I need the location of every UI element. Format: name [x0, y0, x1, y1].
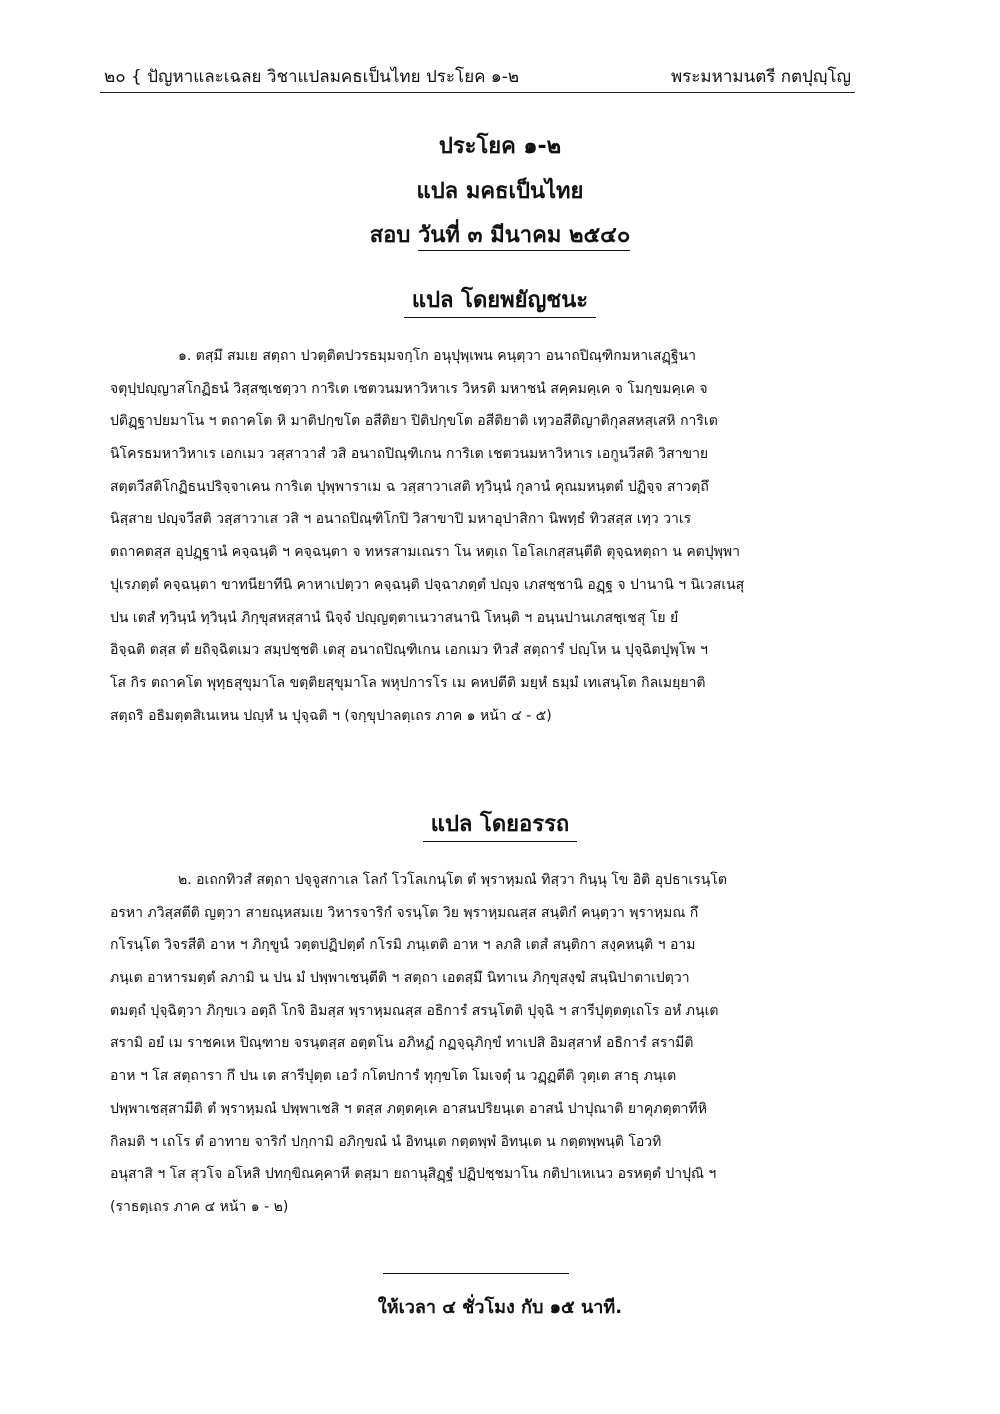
paragraph-line: จตุปฺปญฺญาสโกฏิธนํ วิสฺสชฺเชตฺวา การิเต เชตวนมหาวิหาเร วิหรติ มหาชนํ สคฺคมคฺเค จ โมกฺขมคฺเค จ — [110, 380, 708, 397]
paragraph-line: กิลมติ ฯ เถโร ตํ อาทาย จาริกํ ปกฺกามิ อภิกฺขณํ นํ อิทนฺเต กตฺตพฺพํ อิทนฺเต น กตฺตพฺพนฺติ โอวทิ — [110, 1133, 662, 1150]
page-header — [100, 62, 855, 93]
exam-date-prefix: สอบ — [369, 223, 411, 248]
section-heading-literal-text: แปล โดยพยัญชนะ — [404, 288, 596, 318]
paragraph-line: ปพฺพาเชสฺสามีติ ตํ พฺราหฺมณํ ปพฺพาเชสิ ฯ ตสฺส ภตฺตคฺเค อาสนปริยนฺเต อาสนํ ปาปุณาติ ยาคุภตฺตาทีหิ — [110, 1100, 707, 1117]
exam-level-title: ประโยค ๑-๒ — [438, 134, 562, 159]
exam-subject-title: แปล มคธเป็นไทย — [416, 179, 584, 204]
header-left-text: ๒๐ { ปัญหาและเฉลย วิชาแปลมคธเป็นไทย ประโยค ๑-๒ — [104, 67, 520, 87]
paragraph-line: สตฺถริ อธิมตฺตสิเนเหน ปญฺหํ น ปุจฺฉติ ฯ (จกฺขุปาลตฺเถร ภาค ๑ หน้า ๔ - ๕) — [110, 707, 552, 724]
section-heading-meaning-text: แปล โดยอรรถ — [423, 812, 577, 842]
paragraph-meaning — [110, 864, 855, 1224]
paragraph-line: ภนฺเต อาหารมตฺตํ ลภามิ น ปน มํ ปพฺพาเชนฺตีติ ฯ สตฺถา เอตสฺมึ นิทาเน ภิกฺขุสงฺฆํ สนฺนิปาตาเปตฺวา — [110, 970, 690, 987]
paragraph-line: อาห ฯ โส สตฺถารา กึ ปน เต สารีปุตฺต เอวํ กโตปการํ ทุกฺขโต โมเจตุํ น วฏฺฏตีติ วุตฺเต สาธุ ภนฺเต — [110, 1068, 677, 1085]
paragraph-line: (ราธตฺเถร ภาค ๔ หน้า ๑ - ๒) — [110, 1198, 289, 1215]
paragraph-line: อรหา ภวิสฺสตีติ ญตฺวา สายณฺหสมเย วิหารจาริกํ จรนฺโต วิย พฺราหฺมณสฺส สนฺติกํ คนฺตฺวา พฺราหฺมณ กึ — [110, 904, 699, 921]
paragraph-line: ปน เตสํ ทฺวินฺนํ ทฺวินฺนํ ภิกฺขุสหสฺสานํ นิจฺจํ ปญฺญตฺตาเนวาสนานิ โหนฺติ ฯ อนฺนปานเภสชฺเชสุ โย ยํ — [110, 609, 679, 626]
paragraph-line: ปติฏฺฐาปยมาโน ฯ ตถาคโต หิ มาติปกฺขโต อสีติยา ปิติปกฺขโต อสีติยาติ เทฺวอสีติญาติกุลสหสฺเสหิ การิเต — [110, 413, 718, 430]
paragraph-line: ปุเรภตฺตํ คจฺฉนฺตา ขาทนียาทีนิ คาหาเปตฺวา คจฺฉนฺติ ปจฺฉาภตฺตํ ปญฺจ เภสชฺชานิ อฏฺฐ จ ปานานิ ฯ นิเวสเนสุ — [110, 576, 745, 593]
paragraph-line: โส กิร ตถาคโต พุทฺธสุขุมาโล ขตฺติยสุขุมาโล พหุปการโร เม คหปตีติ มยฺหํ ธมฺมํ เทเสนฺโต กิลเมยฺยาติ — [110, 674, 706, 691]
exam-date-title — [0, 217, 1000, 252]
paragraph-literal — [110, 340, 855, 732]
time-allowed-note: ให้เวลา ๔ ชั่วโมง กับ ๑๕ นาที. — [377, 1297, 623, 1318]
paragraph-line: ๑. ตสฺมึ สมเย สตฺถา ปวตฺติตปวรธมฺมจกฺโก อนุปุพฺเพน คนฺตฺวา อนาถปิณฺฑิกมหาเสฏฺฐินา — [178, 348, 696, 364]
paragraph-line: นิสฺสาย ปญฺจวีสติ วสฺสาวาเส วสิ ฯ อนาถปิณฺฑิโกปิ วิสาขาปิ มหาอุปาสิกา นิพทฺธํ ทิวสสฺส เทฺว วาเร — [110, 511, 692, 528]
paragraph-line: กโรนฺโต วิจรสีติ อาห ฯ ภิกฺขูนํ วตฺตปฏิปตฺตํ กโรมิ ภนฺเตติ อาห ฯ ลภสิ เตสํ สนฺติกา สงฺคหนฺติ ฯ อาม — [110, 937, 696, 954]
exam-date: วันที่ ๓ มีนาคม ๒๕๔๐ — [418, 223, 630, 251]
paragraph-line: ตถาคตสฺส อุปฏฺฐานํ คจฺฉนฺติ ฯ คจฺฉนฺตา จ ทหรสามเณรา โน หตฺเถ โอโลเกสฺสนฺตีติ ตุจฺฉหตฺถา น คตปุพฺพา — [110, 544, 740, 561]
paragraph-line: ๒. อเถกทิวสํ สตฺถา ปจฺจูสกาเล โลกํ โวโลเกนฺโต ตํ พฺราหฺมณํ ทิสฺวา กินฺนุ โข อิติ อุปธาเรนฺโต — [178, 872, 727, 888]
header-author: พระมหามนตรี กตปุญฺโญ — [670, 67, 851, 87]
paragraph-line: อิจฺฉติ ตสฺส ตํ ยถิจฺฉิตเมว สมฺปชฺชติ เตสุ อนาถปิณฺฑิเกน เอกเมว ทิวสํ สตฺถารํ ปญฺโห น ปุจฺฉิตปุพฺโพ ฯ — [110, 642, 708, 659]
divider-line — [383, 1273, 569, 1274]
paragraph-line: อนุสาสิ ฯ โส สุวโจ อโหสิ ปทกฺขิณคฺคาหี ตสฺมา ยถานุสิฏฺฐํ ปฏิปชฺชมาโน กติปาเหเนว อรหตฺตํ ปาปุณิ ฯ — [110, 1166, 717, 1183]
section-heading-meaning — [0, 806, 1000, 841]
paragraph-line: สตฺตวีสติโกฏิธนปริจฺจาเคน การิเต ปุพฺพาราเม ฉ วสฺสาวาเสติ ทฺวินฺนํ กุลานํ คุณมหนฺตตํ ปฏิจฺจ สาวตฺถึ — [110, 478, 709, 495]
section-heading-literal — [0, 282, 1000, 317]
paragraph-line: สรามิ อยํ เม ราชคเห ปิณฺฑาย จรนฺตสฺส อตฺตโน อภิหฏํ กฏจฺฉุภิกฺขํ ทาเปสิ อิมสฺสาหํ อธิการํ สรามีติ — [110, 1035, 694, 1052]
paragraph-line: นิโครธมหาวิหาเร เอกเมว วสฺสาวาสํ วสิ อนาถปิณฺฑิเกน การิเต เชตวนมหาวิหาเร เอกูนวีสติ วิสาขาย — [110, 446, 709, 463]
paragraph-line: ตมตฺถํ ปุจฺฉิตฺวา ภิกฺขเว อตฺถิ โกจิ อิมสฺส พฺราหฺมณสฺส อธิการํ สรนฺโตติ ปุจฺฉิ ฯ สารีปุตฺตตฺเถโร อหํ ภนฺเต — [110, 1002, 719, 1019]
